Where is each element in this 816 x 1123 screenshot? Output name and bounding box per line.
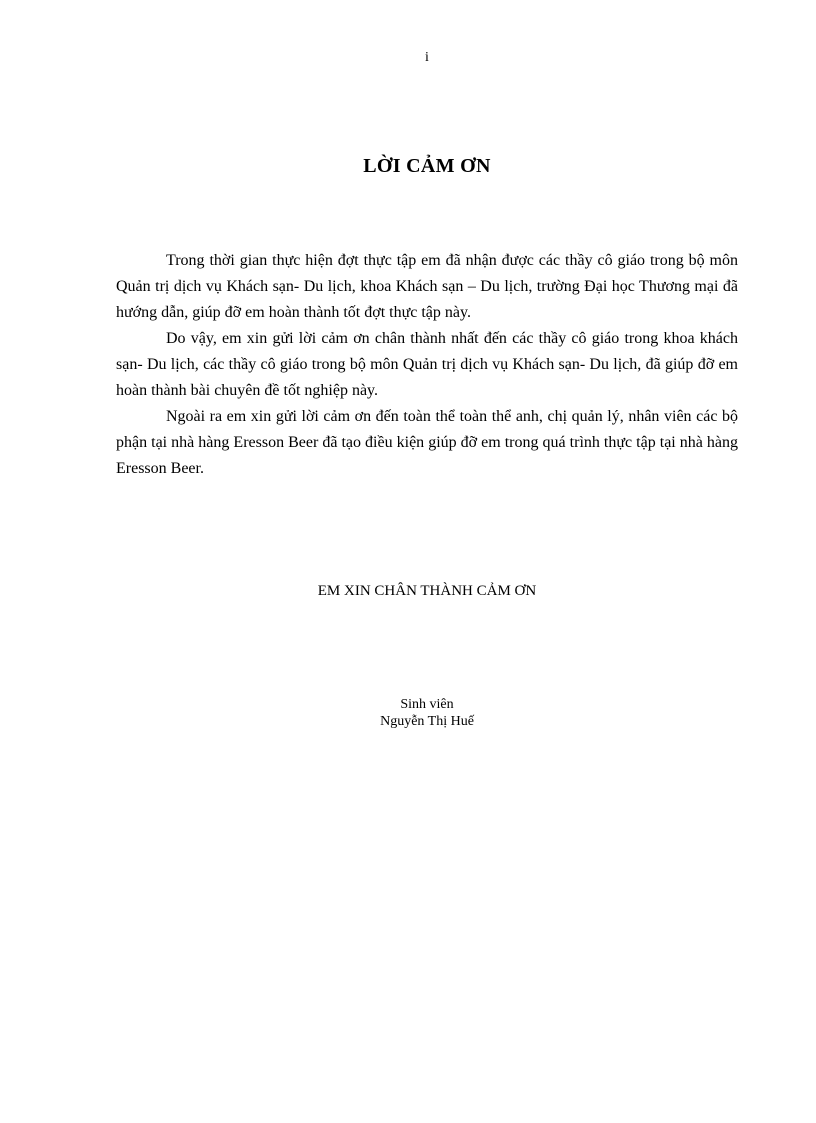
paragraph-1: Trong thời gian thực hiện đợt thực tập em đã nhận được các thầy cô giáo trong bộ môn Quản trị dịch vụ Khách sạn- Du lịch, khoa Khách sạn – Du lịch, trường Đại học Thương mại đã hướng dẫn, giúp đỡ em hoàn thành tốt đợt thực tập này.	[116, 252, 738, 321]
paragraph-3: Ngoài ra em xin gửi lời cảm ơn đến toàn thể toàn thể anh, chị quản lý, nhân viên các bộ phận tại nhà hàng Eresson Beer đã tạo điều kiện giúp đỡ em trong quá trình thực tập tại nhà hàng Eresson Beer.	[116, 408, 738, 477]
body-text	[116, 248, 738, 482]
paragraph-2: Do vậy, em xin gửi lời cảm ơn chân thành nhất đến các thầy cô giáo trong khoa khách sạn- Du lịch, các thầy cô giáo trong bộ môn Quản trị dịch vụ Khách sạn- Du lịch, đã giúp đỡ em hoàn thành bài chuyên đề tốt nghiệp này.	[116, 330, 738, 399]
signature-role: Sinh viên	[400, 697, 454, 712]
document-title: LỜI CẢM ƠN	[363, 155, 491, 177]
page-number: i	[425, 50, 429, 65]
closing-line: EM XIN CHÂN THÀNH CẢM ƠN	[317, 583, 537, 599]
signature-name: Nguyễn Thị Huế	[380, 714, 474, 729]
signature-block	[0, 696, 816, 730]
